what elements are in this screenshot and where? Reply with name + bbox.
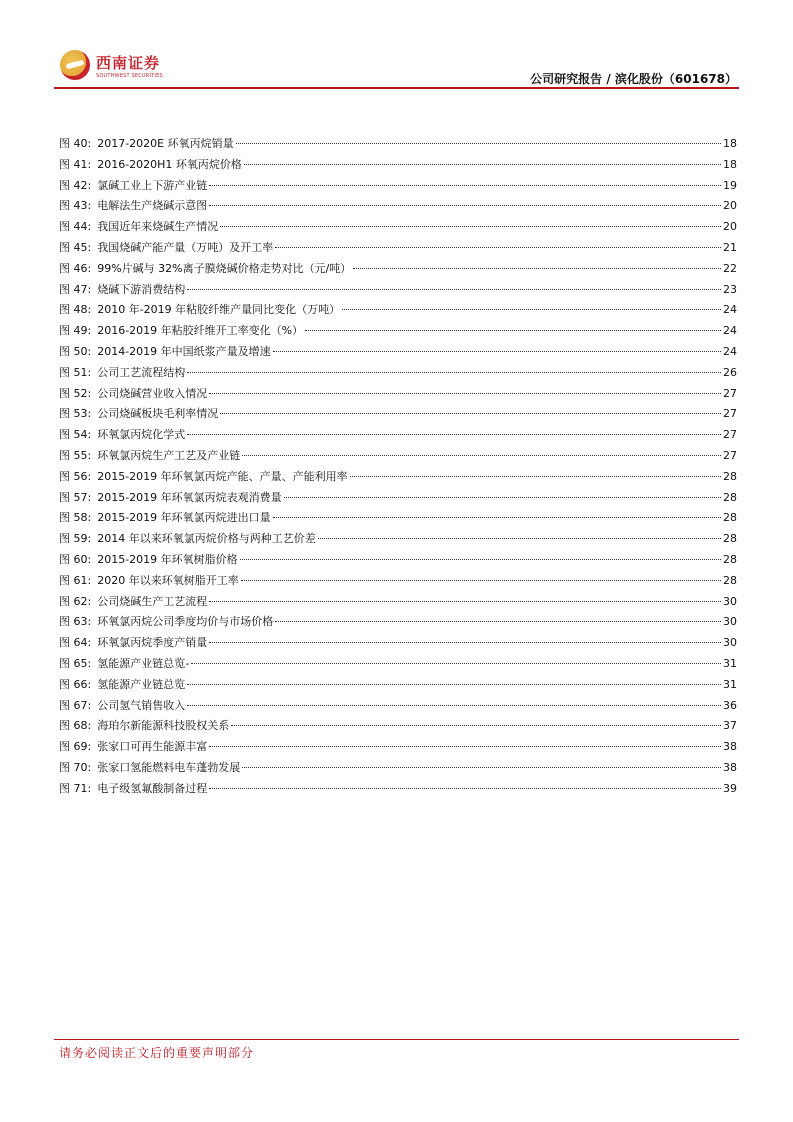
- figure-number: 图 41:: [59, 157, 92, 171]
- dot-leader: [273, 351, 721, 352]
- figure-number: 图 62:: [59, 594, 92, 608]
- figure-number: 图 70:: [59, 760, 92, 774]
- toc-entry[interactable]: [59, 364, 737, 385]
- dot-leader: [187, 289, 721, 290]
- toc-entry[interactable]: [59, 697, 737, 718]
- toc-entry[interactable]: [59, 634, 737, 655]
- figure-title: 2016-2020H1 环氧丙烷价格: [97, 157, 242, 171]
- figure-title: 公司烧碱营业收入情况: [97, 386, 208, 400]
- dot-leader: [342, 309, 721, 310]
- toc-entry[interactable]: [59, 343, 737, 364]
- figure-title: 环氧氯丙烷季度产销量: [97, 636, 208, 650]
- page-number: 38: [723, 760, 737, 774]
- dot-leader: [209, 601, 721, 602]
- figure-number: 图 61:: [59, 573, 92, 587]
- figure-number: 图 51:: [59, 365, 92, 379]
- toc-entry[interactable]: [59, 655, 737, 676]
- logo-chinese-name: 西南证券: [96, 53, 161, 72]
- dot-leader: [305, 330, 721, 331]
- figure-title: 环氧氯丙烷化学式: [97, 428, 186, 442]
- page-number: 28: [723, 552, 737, 566]
- figure-number: 图 68:: [59, 719, 92, 733]
- logo-english-name: SOUTHWEST SECURITIES: [96, 72, 163, 79]
- figure-title: 2016-2019 年粘胶纤维开工率变化（%）: [97, 324, 304, 338]
- figure-number: 图 42:: [59, 178, 92, 192]
- figure-title: 2015-2019 年环氧氯丙烷表观消费量: [97, 490, 282, 504]
- dot-leader: [191, 663, 721, 664]
- figure-number: 图 58:: [59, 511, 92, 525]
- page-number: 39: [723, 781, 737, 795]
- dot-leader: [353, 268, 721, 269]
- dot-leader: [242, 767, 721, 768]
- figure-number: 图 69:: [59, 740, 92, 754]
- toc-entry[interactable]: [59, 468, 737, 489]
- page-number: 28: [723, 469, 737, 483]
- figure-title: 2014 年以来环氧氯丙烷价格与两种工艺价差: [97, 532, 316, 546]
- figure-number: 图 44:: [59, 220, 92, 234]
- figure-title: 环氧氯丙烷公司季度均价与市场价格: [97, 615, 274, 629]
- figure-title: 2010 年-2019 年粘胶纤维产量同比变化（万吨）: [97, 303, 341, 317]
- figure-title: 烧碱下游消费结构: [97, 282, 186, 296]
- figure-number: 图 71:: [59, 781, 92, 795]
- figure-title: 氯碱工业上下游产业链: [97, 178, 208, 192]
- dot-leader: [220, 413, 721, 414]
- dot-leader: [209, 746, 721, 747]
- dot-leader: [209, 205, 721, 206]
- toc-entry[interactable]: [59, 281, 737, 302]
- dot-leader: [220, 226, 721, 227]
- page-number: 30: [723, 636, 737, 650]
- dot-leader: [284, 497, 721, 498]
- figure-number: 图 53:: [59, 407, 92, 421]
- dot-leader: [209, 185, 721, 186]
- report-header-title: 公司研究报告 / 滨化股份（601678）: [530, 72, 737, 86]
- dot-leader: [187, 684, 721, 685]
- page-number: 38: [723, 740, 737, 754]
- toc-entry[interactable]: [59, 260, 737, 281]
- logo-emblem-icon: [60, 50, 90, 80]
- figure-title: 环氧氯丙烷生产工艺及产业链: [97, 448, 241, 462]
- toc-entry[interactable]: [59, 135, 737, 156]
- header-divider: [54, 87, 739, 89]
- figure-number: 图 54:: [59, 428, 92, 442]
- dot-leader: [236, 143, 721, 144]
- figure-number: 图 49:: [59, 324, 92, 338]
- dot-leader: [350, 476, 721, 477]
- company-logo: [60, 50, 163, 80]
- footer-disclaimer: 请务必阅读正文后的重要声明部分: [59, 1046, 255, 1060]
- toc-entry[interactable]: [59, 551, 737, 572]
- dot-leader: [242, 455, 721, 456]
- figure-number: 图 56:: [59, 469, 92, 483]
- figure-title: 张家口氢能燃料电车蓬勃发展: [97, 760, 241, 774]
- footer-divider: [54, 1039, 739, 1040]
- toc-entry[interactable]: [59, 676, 737, 697]
- figure-number: 图 48:: [59, 303, 92, 317]
- toc-entry[interactable]: [59, 593, 737, 614]
- figure-number: 图 47:: [59, 282, 92, 296]
- toc-entry[interactable]: [59, 613, 737, 634]
- toc-entry[interactable]: [59, 156, 737, 177]
- figure-title: 氢能源产业链总览-: [97, 656, 190, 670]
- page-number: 18: [723, 137, 737, 150]
- figure-number: 图 65:: [59, 656, 92, 670]
- figure-number: 图 64:: [59, 636, 92, 650]
- page-number: 28: [723, 490, 737, 504]
- dot-leader: [273, 517, 721, 518]
- figure-title: 电子级氢氟酸制备过程: [97, 781, 208, 795]
- page-number: 28: [723, 511, 737, 525]
- page-number: 31: [723, 656, 737, 670]
- figure-title: 2015-2019 年环氧氯丙烷产能、产量、产能利用率: [97, 469, 348, 483]
- figure-number: 图 43:: [59, 199, 92, 213]
- toc-entry[interactable]: [59, 301, 737, 322]
- dot-leader: [318, 538, 721, 539]
- figure-title: 公司烧碱板块毛利率情况: [97, 407, 219, 421]
- dot-leader: [187, 705, 721, 706]
- page-number: 30: [723, 615, 737, 629]
- figure-title: 2014-2019 年中国纸浆产量及增速: [97, 344, 271, 358]
- page-number: 37: [723, 719, 737, 733]
- page-number: 27: [723, 386, 737, 400]
- page-number: 27: [723, 428, 737, 442]
- dot-leader: [241, 580, 721, 581]
- page-number: 21: [723, 240, 737, 254]
- figure-title: 我国烧碱产能产量（万吨）及开工率: [97, 240, 274, 254]
- toc-entry[interactable]: [59, 239, 737, 260]
- figure-number: 图 59:: [59, 532, 92, 546]
- dot-leader: [244, 164, 721, 165]
- figure-number: 图 50:: [59, 344, 92, 358]
- figure-title: 我国近年来烧碱生产情况: [97, 220, 219, 234]
- toc-entry[interactable]: [59, 489, 737, 510]
- dot-leader: [275, 621, 721, 622]
- dot-leader: [187, 434, 721, 435]
- figure-title: 99%片碱与 32%离子膜烧碱价格走势对比（元/吨）: [97, 261, 352, 275]
- dot-leader: [209, 642, 721, 643]
- figure-title: 公司烧碱生产工艺流程: [97, 594, 208, 608]
- dot-leader: [240, 559, 721, 560]
- page-number: 31: [723, 677, 737, 691]
- page-number: 24: [723, 344, 737, 358]
- figure-title: 2015-2019 年环氧树脂价格: [97, 552, 238, 566]
- page-number: 30: [723, 594, 737, 608]
- page-number: 27: [723, 448, 737, 462]
- dot-leader: [275, 247, 721, 248]
- figure-number: 图 40:: [59, 137, 92, 150]
- toc-entry[interactable]: [59, 738, 737, 759]
- figure-number: 图 66:: [59, 677, 92, 691]
- figure-number: 图 67:: [59, 698, 92, 712]
- page-number: 24: [723, 303, 737, 317]
- toc-entry[interactable]: [59, 322, 737, 343]
- page-number: 20: [723, 199, 737, 213]
- toc-entry[interactable]: [59, 447, 737, 468]
- figure-number: 图 63:: [59, 615, 92, 629]
- toc-entry[interactable]: [59, 530, 737, 551]
- toc-entry[interactable]: [59, 426, 737, 447]
- toc-entry[interactable]: [59, 197, 737, 218]
- figure-title: 公司氢气销售收入: [97, 698, 186, 712]
- page-number: 23: [723, 282, 737, 296]
- figure-number: 图 46:: [59, 261, 92, 275]
- toc-entry[interactable]: [59, 405, 737, 426]
- dot-leader: [209, 788, 721, 789]
- figure-table-of-contents: [59, 135, 737, 801]
- figure-number: 图 57:: [59, 490, 92, 504]
- page-number: 20: [723, 220, 737, 234]
- toc-entry[interactable]: [59, 218, 737, 239]
- figure-title: 氢能源产业链总览: [97, 677, 186, 691]
- page-number: 22: [723, 261, 737, 275]
- toc-entry[interactable]: [59, 572, 737, 593]
- figure-number: 图 52:: [59, 386, 92, 400]
- toc-entry[interactable]: [59, 177, 737, 198]
- figure-title: 张家口可再生能源丰富: [97, 740, 208, 754]
- page-number: 24: [723, 324, 737, 338]
- toc-entry[interactable]: [59, 759, 737, 780]
- dot-leader: [231, 725, 721, 726]
- figure-number: 图 55:: [59, 448, 92, 462]
- figure-title: 电解法生产烧碱示意图: [97, 199, 208, 213]
- figure-title: 2020 年以来环氧树脂开工率: [97, 573, 239, 587]
- page-number: 27: [723, 407, 737, 421]
- page-number: 26: [723, 365, 737, 379]
- figure-number: 图 60:: [59, 552, 92, 566]
- dot-leader: [187, 372, 721, 373]
- figure-title: 海珀尔新能源科技股权关系: [97, 719, 230, 733]
- figure-title: 2015-2019 年环氧氯丙烷进出口量: [97, 511, 271, 525]
- page-number: 18: [723, 157, 737, 171]
- figure-title: 2017-2020E 环氧丙烷销量: [97, 137, 234, 150]
- toc-entry[interactable]: [59, 717, 737, 738]
- page-number: 28: [723, 532, 737, 546]
- toc-entry[interactable]: [59, 780, 737, 801]
- page-number: 36: [723, 698, 737, 712]
- toc-entry[interactable]: [59, 509, 737, 530]
- figure-title: 公司工艺流程结构: [97, 365, 186, 379]
- page-number: 28: [723, 573, 737, 587]
- toc-entry[interactable]: [59, 385, 737, 406]
- figure-number: 图 45:: [59, 240, 92, 254]
- dot-leader: [209, 393, 721, 394]
- page-number: 19: [723, 178, 737, 192]
